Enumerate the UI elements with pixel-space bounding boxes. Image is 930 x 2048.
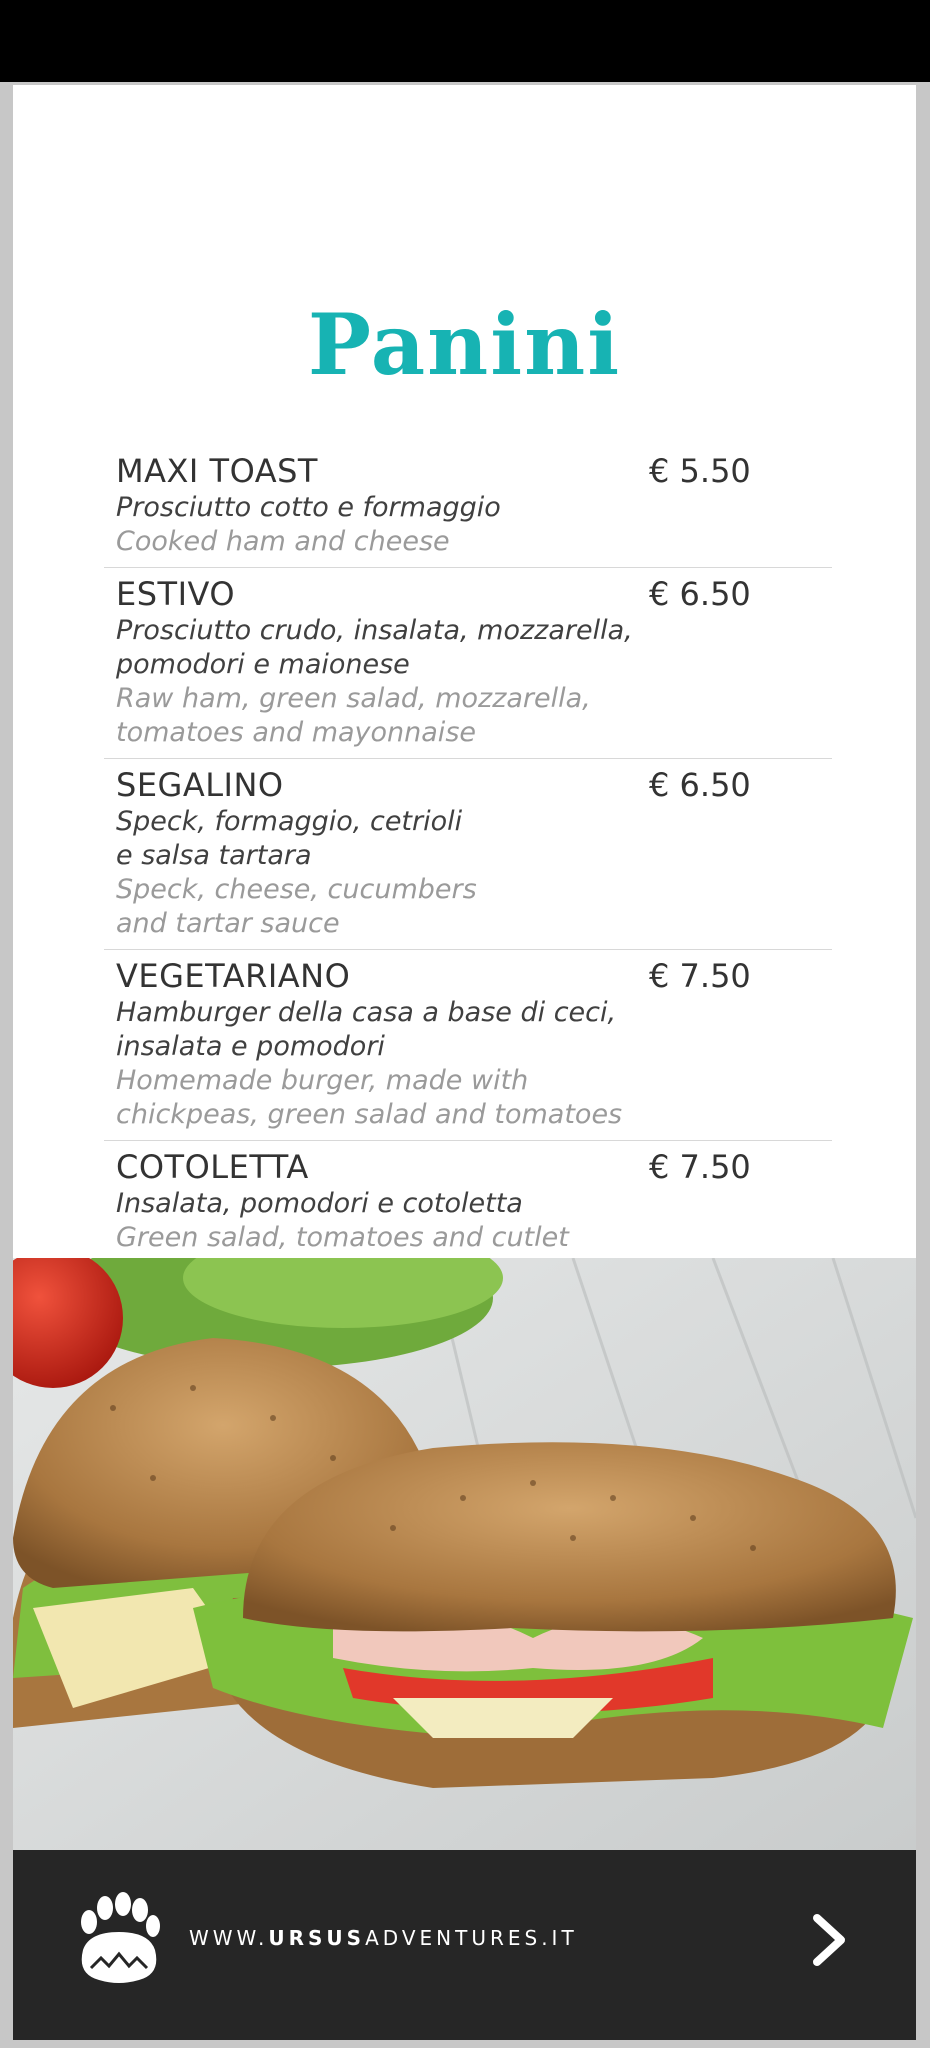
bear-paw-icon (75, 1888, 163, 1988)
menu-card (13, 85, 916, 2040)
item-description-english: Green salad, tomatoes and cutlet (116, 1222, 569, 1253)
menu-list (104, 445, 832, 1264)
footer (13, 1850, 916, 2040)
item-description-english: Cooked ham and cheese (116, 526, 450, 557)
item-name: ESTIVO (116, 575, 236, 613)
item-price: € 6.50 (649, 766, 751, 804)
menu-item (104, 568, 832, 759)
sandwich-photo (13, 1258, 916, 1850)
item-price: € 7.50 (649, 957, 751, 995)
item-description-italian: Insalata, pomodori e cotoletta (116, 1188, 523, 1219)
menu-item (104, 445, 832, 568)
item-price: € 6.50 (649, 575, 751, 613)
item-description-italian: Prosciutto cotto e formaggio (116, 492, 501, 523)
top-bar (0, 0, 930, 82)
item-name: COTOLETTA (116, 1148, 309, 1186)
menu-item (104, 950, 832, 1141)
item-description-italian: Prosciutto crudo, insalata, mozzarella, pomodori e maionese (116, 615, 633, 680)
url-prefix: WWW. (189, 1926, 269, 1950)
menu-item (104, 1141, 832, 1264)
item-description-italian: Hamburger della casa a base di ceci, insalata e pomodori (116, 997, 617, 1062)
item-description-english: Raw ham, green salad, mozzarella, tomatoes and mayonnaise (116, 683, 591, 748)
item-name: VEGETARIANO (116, 957, 351, 995)
page-title: Panini (307, 295, 622, 394)
chevron-right-icon[interactable] (809, 1912, 849, 1968)
item-description-italian: Speck, formaggio, cetrioli e salsa tartara (116, 806, 463, 871)
item-description-english: Homemade burger, made with chickpeas, green salad and tomatoes (116, 1065, 623, 1130)
website-link[interactable] (189, 1926, 578, 1950)
item-name: SEGALINO (116, 766, 284, 804)
item-name: MAXI TOAST (116, 452, 318, 490)
item-price: € 7.50 (649, 1148, 751, 1186)
item-description-english: Speck, cheese, cucumbers and tartar sauce (116, 874, 477, 939)
url-brand: URSUS (268, 1926, 366, 1950)
item-price: € 5.50 (649, 452, 751, 490)
url-suffix: ADVENTURES.IT (365, 1926, 578, 1950)
menu-item (104, 759, 832, 950)
